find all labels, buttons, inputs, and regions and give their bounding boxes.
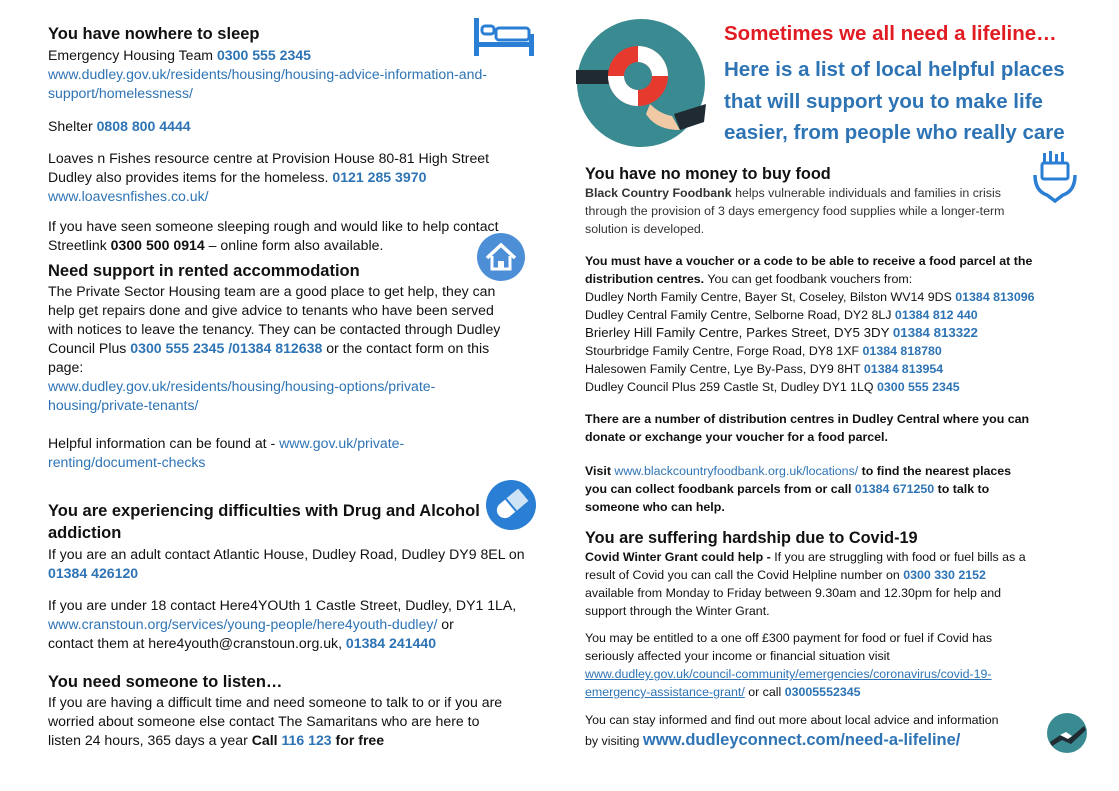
covid-section [585, 529, 1065, 751]
streetlink-paragraph: If you have seen someone sleeping rough and would like to help contact Streetlink 0300 500 0914 – online form also available. [48, 218, 499, 253]
covid-helpline-phone[interactable]: 0300 330 2152 [903, 568, 986, 582]
drug-heading: You are experiencing difficulties with Drug and Alcohol addiction [48, 502, 480, 542]
house-icon [477, 233, 525, 286]
rented-paragraph: The Private Sector Housing team are a good place to get help, they can help get repairs done and give advice to tenants who have been served with notices to leave the tenancy. They can be contacted through Dudley Council Plus 0300 555 2345 /01384 812638 or the contact form on this page: www.dudley.gov.uk/residents/housing/housing-options/private- housing/private-tenants/ [48, 283, 501, 413]
centre-item: Dudley Council Plus 259 Castle St, Dudley DY1 1LQ 0300 555 2345 [585, 380, 960, 394]
grant-phone[interactable]: 03005552345 [784, 685, 861, 699]
payment-paragraph: You may be entitled to a one off £300 payment for food or fuel if Covid has seriously affected your income or financial situation visit www.dudley.gov.uk/council-community/emergencies/coronavirus/covid-19- emergency-assistance-grant/ or call 03005552345 [585, 631, 993, 699]
loaves-phone[interactable]: 0121 285 3970 [332, 169, 427, 185]
rented-heading: Need support in rented accommodation [48, 262, 360, 280]
food-intro: Black Country Foodbank helps vulnerable individuals and families in crisis through the provision of 3 days emergency food supplies while a longer-term solution is developed. [585, 186, 1005, 236]
listen-heading: You need someone to listen… [48, 673, 283, 691]
handshake-icon [1046, 712, 1088, 759]
covid-heading: You are suffering hardship due to Covid-19 [585, 529, 918, 547]
shelter-phone[interactable]: 0808 800 4444 [96, 118, 191, 134]
lifebuoy-icon [576, 18, 706, 153]
dudleyconnect-link[interactable]: www.dudleyconnect.com/need-a-lifeline/ [642, 731, 961, 749]
emergency-housing-phone[interactable]: 0300 555 2345 [216, 47, 312, 63]
centres-list [585, 288, 1065, 396]
headline-red: Sometimes we all need a lifeline… [724, 22, 1057, 45]
winter-grant-paragraph: Covid Winter Grant could help - If you are struggling with food or fuel bills as a result of Covid you can call the Covid Helpline number on 0300 330 2152 available from Monday to Friday between 9.30am and 12.30pm for help and support through the Winter Grant. [585, 550, 1026, 618]
loaves-paragraph: Loaves n Fishes resource centre at Provision House 80-81 High Street Dudley also provides items for the homeless. 0121 285 3970 www.loavesnfishes.co.uk/ [48, 150, 490, 204]
bed-icon [472, 16, 536, 63]
emergency-grant-link[interactable]: www.dudley.gov.uk/council-community/emergencies/coronavirus/covid-19- emergency-assistance-grant/ [585, 667, 992, 699]
stay-informed-paragraph: You can stay informed and find out more about local advice and information by visiting www.dudleyconnect.com/need-a-lifeline/ [585, 713, 999, 749]
here4youth-link[interactable]: www.cranstoun.org/services/young-people/here4youth-dudley/ [48, 616, 438, 632]
drug-section [48, 500, 553, 653]
distribution-paragraph: There are a number of distribution centres in Dudley Central where you can donate or exchange your voucher for a food parcel. [585, 412, 1030, 444]
helpful-info-paragraph: Helpful information can be found at - www.gov.uk/private- renting/document-checks [48, 435, 405, 470]
council-plus-phone[interactable]: 0300 555 2345 /01384 812638 [130, 340, 323, 356]
headline-blue: Here is a list of local helpful places that will support you to make life easier, from people who really care [724, 58, 1065, 144]
centre-item: Halesowen Family Centre, Lye By-Pass, DY9 8HT 01384 813954 [585, 362, 944, 376]
atlantic-house-phone[interactable]: 01384 426120 [48, 565, 139, 581]
loaves-link[interactable]: www.loavesnfishes.co.uk/ [48, 188, 209, 204]
document-checks-link[interactable]: www.gov.uk/private- renting/document-checks [48, 435, 405, 470]
pill-icon [486, 480, 536, 535]
foodbank-phone[interactable]: 01384 671250 [854, 482, 935, 496]
here4youth-phone[interactable]: 01384 241440 [345, 635, 437, 651]
foodbank-locations-link[interactable]: www.blackcountryfoodbank.org.uk/locations/ [614, 464, 859, 478]
rented-section [48, 262, 553, 472]
emergency-housing-line: Emergency Housing Team 0300 555 2345 [48, 47, 312, 63]
private-tenants-link[interactable]: www.dudley.gov.uk/residents/housing/housing-options/private- housing/private-tenants/ [48, 378, 436, 413]
centre-item: Dudley North Family Centre, Bayer St, Coseley, Bilston WV14 9DS 01384 813096 [585, 290, 1035, 304]
visit-paragraph: Visit www.blackcountryfoodbank.org.uk/locations/ to find the nearest places you can collect foodbank parcels from or call 01384 671250 to talk to someone who can help. [585, 464, 1012, 514]
centre-item: Brierley Hill Family Centre, Parkes Street, DY5 3DY 01384 813322 [585, 325, 978, 340]
centre-item: Stourbridge Family Centre, Forge Road, DY8 1XF 01384 818780 [585, 344, 942, 358]
voucher-paragraph: You must have a voucher or a code to be able to receive a food parcel at the distribution centres. You can get foodbank vouchers from: [585, 254, 1033, 286]
samaritans-phone[interactable]: 116 123 [281, 732, 332, 748]
streetlink-phone[interactable]: 0300 500 0914 [110, 237, 205, 253]
food-section [585, 165, 1065, 516]
centre-item: Dudley Central Family Centre, Selborne Road, DY2 8LJ 01384 812 440 [585, 308, 978, 322]
shelter-line: Shelter 0808 800 4444 [48, 118, 191, 134]
homelessness-link[interactable]: www.dudley.gov.uk/residents/housing/housing-advice-information-and- support/homelessness/ [48, 66, 487, 101]
food-heading: You have no money to buy food [585, 165, 831, 183]
samaritans-paragraph: If you are having a difficult time and need someone to talk to or if you are worried about someone else contact The Samaritans who are here to listen 24 hours, 365 days a year Call 116 123 for free [48, 694, 503, 748]
adult-paragraph: If you are an adult contact Atlantic House, Dudley Road, Dudley DY9 8EL on 01384 426120 [48, 546, 525, 581]
sleep-heading: You have nowhere to sleep [48, 25, 260, 43]
under18-paragraph: If you are under 18 contact Here4YOUth 1 Castle Street, Dudley, DY1 1LA, www.cranstoun.org/services/young-people/here4youth-dudley/ or contact them at here4youth@cranstoun.org.uk, 01384 241440 [48, 597, 517, 651]
listen-section [48, 673, 553, 750]
